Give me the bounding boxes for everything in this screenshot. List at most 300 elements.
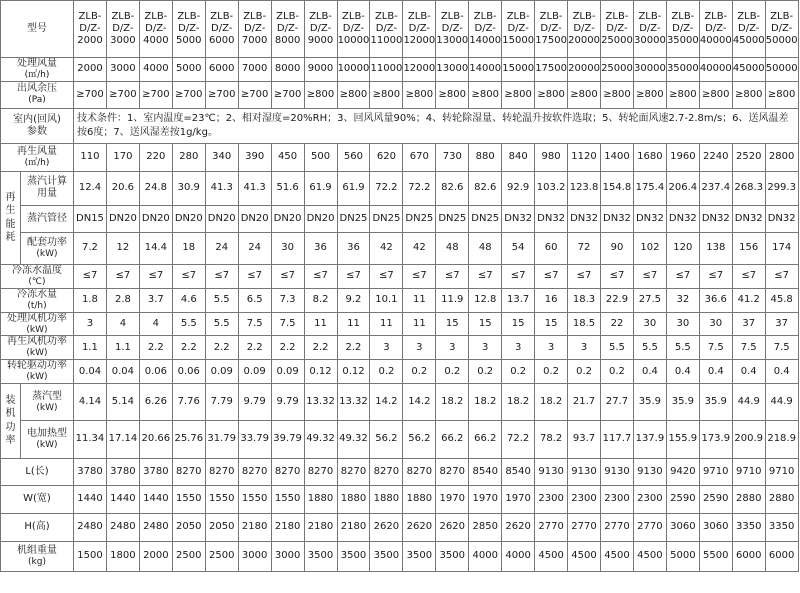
value-cell: 42 xyxy=(403,232,436,264)
value-cell: 5.5 xyxy=(633,336,666,360)
value-cell: 0.2 xyxy=(601,360,634,384)
value-cell: 2620 xyxy=(370,513,403,541)
value-cell: 44.9 xyxy=(732,383,765,420)
value-cell: 37 xyxy=(732,312,765,336)
value-cell: 2770 xyxy=(568,513,601,541)
value-cell: 60 xyxy=(535,232,568,264)
value-cell: 36.6 xyxy=(699,288,732,312)
value-cell: 0.06 xyxy=(172,360,205,384)
value-cell: ≥800 xyxy=(732,81,765,108)
value-cell: 49.32 xyxy=(304,420,337,458)
value-cell: 45.8 xyxy=(765,288,798,312)
model-header-cell: ZLB- D/Z- 40000 xyxy=(699,1,732,58)
value-cell: 0.12 xyxy=(337,360,370,384)
value-cell: 41.3 xyxy=(205,171,238,205)
value-cell: 61.9 xyxy=(304,171,337,205)
model-header-cell: ZLB- D/Z- 45000 xyxy=(732,1,765,58)
value-cell: 35.9 xyxy=(666,383,699,420)
value-cell: ≥700 xyxy=(172,81,205,108)
group-label-regen-energy: 再生能耗 xyxy=(1,171,21,264)
row-label: 蒸汽计算 用量 xyxy=(21,171,74,205)
value-cell: 9.2 xyxy=(337,288,370,312)
value-cell: 27.7 xyxy=(601,383,634,420)
value-cell: 30 xyxy=(699,312,732,336)
value-cell: 7.5 xyxy=(699,336,732,360)
value-cell: 2480 xyxy=(74,513,107,541)
technical-conditions-note: 技术条件：1、室内温度=23℃；2、相对湿度=20%RH；3、回风风量90%；4、转轮除湿量、转轮温升按软件选取；5、转轮面风速2.7-2.8m/s；6、送风温差按6度；7、送风湿差按1g/kg。 xyxy=(74,108,799,143)
value-cell: 10000 xyxy=(337,58,370,82)
value-cell: 299.3 xyxy=(765,171,798,205)
value-cell: 7.76 xyxy=(172,383,205,420)
value-cell: 880 xyxy=(469,143,502,171)
value-cell: ≤7 xyxy=(765,264,798,288)
value-cell: 8540 xyxy=(502,458,535,485)
value-cell: 0.09 xyxy=(238,360,271,384)
row-label: 转轮驱动功率 (kW) xyxy=(1,360,74,384)
value-cell: 27.5 xyxy=(633,288,666,312)
value-cell: 8270 xyxy=(205,458,238,485)
value-cell: 3 xyxy=(535,336,568,360)
value-cell: 9420 xyxy=(666,458,699,485)
row-label: 蒸汽管径 xyxy=(21,205,74,232)
value-cell: 1.1 xyxy=(74,336,107,360)
value-cell: 30.9 xyxy=(172,171,205,205)
value-cell: 9130 xyxy=(568,458,601,485)
value-cell: 4 xyxy=(106,312,139,336)
value-cell: 78.2 xyxy=(535,420,568,458)
value-cell: 4.14 xyxy=(74,383,107,420)
value-cell: 2500 xyxy=(172,541,205,571)
value-cell: 2.2 xyxy=(304,336,337,360)
value-cell: 7.5 xyxy=(765,336,798,360)
value-cell: 11.34 xyxy=(74,420,107,458)
value-cell: ≤7 xyxy=(370,264,403,288)
value-cell: 30000 xyxy=(633,58,666,82)
value-cell: 25000 xyxy=(601,58,634,82)
value-cell: ≥700 xyxy=(238,81,271,108)
value-cell: 5500 xyxy=(699,541,732,571)
value-cell: 390 xyxy=(238,143,271,171)
value-cell: 2.8 xyxy=(106,288,139,312)
value-cell: 9710 xyxy=(732,458,765,485)
value-cell: 1440 xyxy=(139,485,172,513)
value-cell: ≥700 xyxy=(139,81,172,108)
model-header-cell: ZLB- D/Z- 12000 xyxy=(403,1,436,58)
row-chilled-temp xyxy=(1,264,799,288)
value-cell: ≥800 xyxy=(370,81,403,108)
value-cell: 41.3 xyxy=(238,171,271,205)
value-cell: ≥800 xyxy=(699,81,732,108)
model-header-cell: ZLB- D/Z- 13000 xyxy=(436,1,469,58)
value-cell: 1880 xyxy=(337,485,370,513)
value-cell: 66.2 xyxy=(469,420,502,458)
value-cell: 66.2 xyxy=(436,420,469,458)
value-cell: 37 xyxy=(765,312,798,336)
value-cell: 72 xyxy=(568,232,601,264)
value-cell: ≥800 xyxy=(469,81,502,108)
value-cell: ≤7 xyxy=(205,264,238,288)
value-cell: 2520 xyxy=(732,143,765,171)
value-cell: 220 xyxy=(139,143,172,171)
row-chilled-flow xyxy=(1,288,799,312)
value-cell: 39.79 xyxy=(271,420,304,458)
value-cell: 0.06 xyxy=(139,360,172,384)
value-cell: 45000 xyxy=(732,58,765,82)
value-cell: 6000 xyxy=(205,58,238,82)
value-cell: 20.6 xyxy=(106,171,139,205)
value-cell: 13.32 xyxy=(337,383,370,420)
model-header-cell: ZLB- D/Z- 9000 xyxy=(304,1,337,58)
value-cell: 2770 xyxy=(601,513,634,541)
value-cell: 174 xyxy=(765,232,798,264)
value-cell: 17500 xyxy=(535,58,568,82)
value-cell: 13.32 xyxy=(304,383,337,420)
value-cell: 93.7 xyxy=(568,420,601,458)
value-cell: 2.2 xyxy=(337,336,370,360)
value-cell: ≤7 xyxy=(436,264,469,288)
value-cell: 18.2 xyxy=(469,383,502,420)
value-cell: 2180 xyxy=(304,513,337,541)
row-installed-steam xyxy=(1,383,799,420)
value-cell: ≤7 xyxy=(238,264,271,288)
value-cell: 3780 xyxy=(106,458,139,485)
row-label: 处理风量 (㎡/h) xyxy=(1,58,74,82)
value-cell: 25.76 xyxy=(172,420,205,458)
value-cell: 0.04 xyxy=(106,360,139,384)
value-cell: 14.4 xyxy=(139,232,172,264)
model-header-cell: ZLB- D/Z- 8000 xyxy=(271,1,304,58)
value-cell: DN25 xyxy=(370,205,403,232)
value-cell: 0.2 xyxy=(436,360,469,384)
value-cell: 30 xyxy=(633,312,666,336)
value-cell: 15000 xyxy=(502,58,535,82)
value-cell: 5.5 xyxy=(205,312,238,336)
value-cell: 15 xyxy=(469,312,502,336)
value-cell: DN20 xyxy=(172,205,205,232)
value-cell: ≥800 xyxy=(337,81,370,108)
model-header-cell: ZLB- D/Z- 11000 xyxy=(370,1,403,58)
value-cell: 3500 xyxy=(436,541,469,571)
value-cell: 2770 xyxy=(535,513,568,541)
value-cell: ≥800 xyxy=(765,81,798,108)
model-header-cell: ZLB- D/Z- 35000 xyxy=(666,1,699,58)
value-cell: 18.2 xyxy=(502,383,535,420)
value-cell: 0.2 xyxy=(403,360,436,384)
value-cell: 11.9 xyxy=(436,288,469,312)
value-cell: 154.8 xyxy=(601,171,634,205)
value-cell: 206.4 xyxy=(666,171,699,205)
value-cell: 2880 xyxy=(765,485,798,513)
value-cell: 2300 xyxy=(633,485,666,513)
value-cell: 1970 xyxy=(469,485,502,513)
value-cell: DN20 xyxy=(205,205,238,232)
value-cell: 2180 xyxy=(238,513,271,541)
row-steam-pipe xyxy=(1,205,799,232)
value-cell: 1550 xyxy=(271,485,304,513)
row-label: 蒸汽型 (kW) xyxy=(21,383,74,420)
value-cell: ≤7 xyxy=(403,264,436,288)
value-cell: 5000 xyxy=(172,58,205,82)
value-cell: 0.2 xyxy=(568,360,601,384)
model-header-cell: ZLB- D/Z- 3000 xyxy=(106,1,139,58)
value-cell: 5.5 xyxy=(666,336,699,360)
value-cell: ≥700 xyxy=(271,81,304,108)
value-cell: 6.5 xyxy=(238,288,271,312)
value-cell: 2480 xyxy=(139,513,172,541)
row-label: 再生风机功率 (kW) xyxy=(1,336,74,360)
value-cell: 0.2 xyxy=(502,360,535,384)
value-cell: 36 xyxy=(304,232,337,264)
value-cell: 3000 xyxy=(238,541,271,571)
value-cell: 2000 xyxy=(139,541,172,571)
value-cell: 2880 xyxy=(732,485,765,513)
value-cell: 22 xyxy=(601,312,634,336)
value-cell: 5.5 xyxy=(172,312,205,336)
value-cell: 0.09 xyxy=(271,360,304,384)
value-cell: 2300 xyxy=(535,485,568,513)
value-cell: 1.1 xyxy=(106,336,139,360)
value-cell: 72.2 xyxy=(502,420,535,458)
value-cell: DN32 xyxy=(601,205,634,232)
value-cell: 155.9 xyxy=(666,420,699,458)
value-cell: 560 xyxy=(337,143,370,171)
row-process-air xyxy=(1,58,799,82)
value-cell: DN32 xyxy=(765,205,798,232)
value-cell: 3780 xyxy=(139,458,172,485)
row-label: 配套功率 (kW) xyxy=(21,232,74,264)
row-outlet-pressure xyxy=(1,81,799,108)
value-cell: 2.2 xyxy=(271,336,304,360)
value-cell: 15 xyxy=(436,312,469,336)
value-cell: DN32 xyxy=(502,205,535,232)
value-cell: 1970 xyxy=(502,485,535,513)
value-cell: DN20 xyxy=(139,205,172,232)
value-cell: 3.7 xyxy=(139,288,172,312)
value-cell: ≥800 xyxy=(535,81,568,108)
value-cell: 0.2 xyxy=(370,360,403,384)
value-cell: 450 xyxy=(271,143,304,171)
value-cell: 2480 xyxy=(106,513,139,541)
model-header-cell: ZLB- D/Z- 6000 xyxy=(205,1,238,58)
value-cell: 0.4 xyxy=(666,360,699,384)
value-cell: DN32 xyxy=(535,205,568,232)
value-cell: 2180 xyxy=(337,513,370,541)
value-cell: 12 xyxy=(106,232,139,264)
value-cell: 5.14 xyxy=(106,383,139,420)
value-cell: 237.4 xyxy=(699,171,732,205)
model-header-cell: ZLB- D/Z- 50000 xyxy=(765,1,798,58)
value-cell: 280 xyxy=(172,143,205,171)
value-cell: 9710 xyxy=(765,458,798,485)
value-cell: 24 xyxy=(238,232,271,264)
value-cell: 8270 xyxy=(436,458,469,485)
value-cell: 33.79 xyxy=(238,420,271,458)
value-cell: 2.2 xyxy=(205,336,238,360)
value-cell: 730 xyxy=(436,143,469,171)
value-cell: 5000 xyxy=(666,541,699,571)
value-cell: 72.2 xyxy=(403,171,436,205)
value-cell: 1550 xyxy=(172,485,205,513)
row-weight xyxy=(1,541,799,571)
model-header-cell: ZLB- D/Z- 5000 xyxy=(172,1,205,58)
value-cell: 7.5 xyxy=(238,312,271,336)
value-cell: 0.04 xyxy=(74,360,107,384)
value-cell: 137.9 xyxy=(633,420,666,458)
value-cell: DN25 xyxy=(403,205,436,232)
value-cell: 8270 xyxy=(271,458,304,485)
value-cell: 10.1 xyxy=(370,288,403,312)
value-cell: 170 xyxy=(106,143,139,171)
value-cell: 8270 xyxy=(370,458,403,485)
value-cell: 3060 xyxy=(699,513,732,541)
value-cell: 120 xyxy=(666,232,699,264)
value-cell: 1880 xyxy=(370,485,403,513)
row-length xyxy=(1,458,799,485)
value-cell: 16 xyxy=(535,288,568,312)
value-cell: DN20 xyxy=(304,205,337,232)
value-cell: ≤7 xyxy=(469,264,502,288)
value-cell: 3780 xyxy=(74,458,107,485)
value-cell: 2500 xyxy=(205,541,238,571)
value-cell: 9130 xyxy=(601,458,634,485)
value-cell: 20000 xyxy=(568,58,601,82)
value-cell: 0.4 xyxy=(633,360,666,384)
value-cell: 2300 xyxy=(601,485,634,513)
value-cell: 7.3 xyxy=(271,288,304,312)
value-cell: 5.5 xyxy=(601,336,634,360)
value-cell: 4500 xyxy=(568,541,601,571)
value-cell: 56.2 xyxy=(370,420,403,458)
value-cell: ≤7 xyxy=(601,264,634,288)
value-cell: 138 xyxy=(699,232,732,264)
value-cell: 11 xyxy=(370,312,403,336)
value-cell: 1550 xyxy=(238,485,271,513)
value-cell: 156 xyxy=(732,232,765,264)
row-rotor-drive xyxy=(1,360,799,384)
value-cell: 670 xyxy=(403,143,436,171)
value-cell: 35000 xyxy=(666,58,699,82)
value-cell: 173.9 xyxy=(699,420,732,458)
value-cell: 49.32 xyxy=(337,420,370,458)
value-cell: 31.79 xyxy=(205,420,238,458)
value-cell: 2800 xyxy=(765,143,798,171)
value-cell: 22.9 xyxy=(601,288,634,312)
value-cell: DN32 xyxy=(699,205,732,232)
value-cell: ≤7 xyxy=(666,264,699,288)
value-cell: 2590 xyxy=(666,485,699,513)
value-cell: 14000 xyxy=(469,58,502,82)
value-cell: 8270 xyxy=(403,458,436,485)
value-cell: 0.12 xyxy=(304,360,337,384)
value-cell: ≥800 xyxy=(568,81,601,108)
value-cell: 2.2 xyxy=(172,336,205,360)
row-label: 再生风量 (㎡/h) xyxy=(1,143,74,171)
model-header-cell: ZLB- D/Z- 30000 xyxy=(633,1,666,58)
value-cell: 12.4 xyxy=(74,171,107,205)
value-cell: 1680 xyxy=(633,143,666,171)
value-cell: ≤7 xyxy=(271,264,304,288)
value-cell: 3500 xyxy=(370,541,403,571)
value-cell: 3 xyxy=(502,336,535,360)
value-cell: ≥700 xyxy=(106,81,139,108)
value-cell: ≤7 xyxy=(568,264,601,288)
value-cell: ≥700 xyxy=(205,81,238,108)
value-cell: 14.2 xyxy=(403,383,436,420)
value-cell: ≤7 xyxy=(337,264,370,288)
row-label: L(长) xyxy=(1,458,74,485)
model-label-cell: 型号 xyxy=(1,1,74,58)
value-cell: 32 xyxy=(666,288,699,312)
value-cell: 20.66 xyxy=(139,420,172,458)
header-row xyxy=(1,1,799,58)
value-cell: 4000 xyxy=(139,58,172,82)
value-cell: 9130 xyxy=(535,458,568,485)
value-cell: 35.9 xyxy=(699,383,732,420)
value-cell: 24 xyxy=(205,232,238,264)
value-cell: 82.6 xyxy=(469,171,502,205)
value-cell: DN20 xyxy=(238,205,271,232)
value-cell: 3350 xyxy=(732,513,765,541)
value-cell: 268.3 xyxy=(732,171,765,205)
value-cell: 1440 xyxy=(106,485,139,513)
row-label: 机组重量 (kg) xyxy=(1,541,74,571)
value-cell: 1970 xyxy=(436,485,469,513)
value-cell: 3 xyxy=(370,336,403,360)
value-cell: ≤7 xyxy=(172,264,205,288)
value-cell: ≤7 xyxy=(139,264,172,288)
value-cell: ≥800 xyxy=(304,81,337,108)
value-cell: 0.4 xyxy=(765,360,798,384)
value-cell: 18.2 xyxy=(436,383,469,420)
value-cell: 2.2 xyxy=(238,336,271,360)
value-cell: 2620 xyxy=(436,513,469,541)
value-cell: DN32 xyxy=(666,205,699,232)
value-cell: 102 xyxy=(633,232,666,264)
value-cell: ≤7 xyxy=(699,264,732,288)
value-cell: 30 xyxy=(271,232,304,264)
value-cell: 0.2 xyxy=(469,360,502,384)
value-cell: ≥800 xyxy=(403,81,436,108)
value-cell: 3 xyxy=(74,312,107,336)
value-cell: 1880 xyxy=(304,485,337,513)
value-cell: 840 xyxy=(502,143,535,171)
value-cell: ≤7 xyxy=(304,264,337,288)
row-process-fan xyxy=(1,312,799,336)
value-cell: 2850 xyxy=(469,513,502,541)
value-cell: 117.7 xyxy=(601,420,634,458)
row-label: 出风余压 (Pa) xyxy=(1,81,74,108)
value-cell: 3 xyxy=(403,336,436,360)
value-cell: 620 xyxy=(370,143,403,171)
value-cell: 44.9 xyxy=(765,383,798,420)
model-header-cell: ZLB- D/Z- 14000 xyxy=(469,1,502,58)
value-cell: 3060 xyxy=(666,513,699,541)
value-cell: 8.2 xyxy=(304,288,337,312)
value-cell: 0.4 xyxy=(732,360,765,384)
value-cell: 42 xyxy=(370,232,403,264)
row-label: H(高) xyxy=(1,513,74,541)
value-cell: 8270 xyxy=(238,458,271,485)
value-cell: 9.79 xyxy=(271,383,304,420)
value-cell: 40000 xyxy=(699,58,732,82)
value-cell: 56.2 xyxy=(403,420,436,458)
value-cell: 2050 xyxy=(205,513,238,541)
value-cell: 7000 xyxy=(238,58,271,82)
value-cell: 11 xyxy=(337,312,370,336)
value-cell: 200.9 xyxy=(732,420,765,458)
value-cell: 8270 xyxy=(337,458,370,485)
value-cell: 50000 xyxy=(765,58,798,82)
